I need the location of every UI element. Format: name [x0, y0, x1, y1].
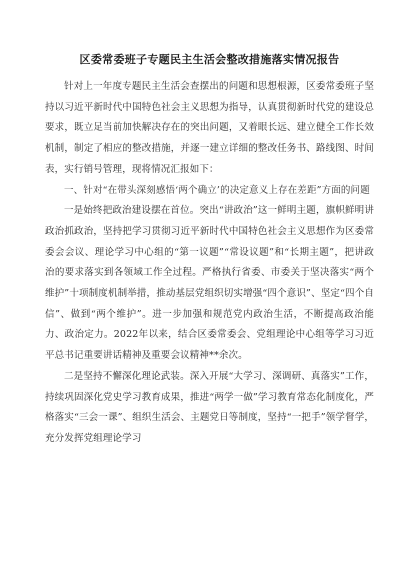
paragraph-point-one: 一是始终把政治建设摆在首位。突出“讲政治”这一鲜明主题，旗帜鲜明讲政治抓政治，坚持把学习贯彻习近平新时代中国特色社会主义思想作为区委常委会会议、理论学习中心组的“第一议题”“常设议题”和“长期主题”，把讲政治的要求落实到各领域工作全过程。严格执行省委、市委关于坚决落实“两个维护”十项制度机制举措，推动基层党组织切实增强“四个意识”、坚定“四个自信”、做到“两个维护”。进一步加强和规范党内政治生活，不断提高政治能力、政治定力。2022年以来，结合区委常委会、党组理论中心组等学习习近平总书记重要讲话精神及重要会议精神**余次。: [45, 205, 374, 362]
section-heading-one: 一、针对“在带头深刻感悟‘两个确立’的决定意义上存在差距”方面的问题: [64, 184, 370, 196]
document-title: 区委常委班子专题民主生活会整改措施落实情况报告: [79, 53, 340, 66]
paragraph-point-two: 二是坚持不懈深化理论武装。深入开展“大学习、深调研、真落实”工作，持续巩固深化党史学习教育成果，推进“两学一做”学习教育常态化制度化，严格落实“三会一课”、组织生活会、主题党日等制度，坚持“一把手”领学督学，充分发挥党组理论学习: [45, 370, 374, 444]
paragraph-intro: 针对上一年度专题民主生活会查摆出的问题和思想根源，区委常委班子坚持以习近平新时代中国特色社会主义思想为指导，认真贯彻新时代党的建设总要求，既立足当前加快解决存在的突出问题，又着眼长远、建立健全工作长效机制，制定了相应的整改措施，并逐一建立详细的整改任务书、路线图、时间表，实行销号管理，现将情况汇报如下：: [45, 81, 374, 175]
